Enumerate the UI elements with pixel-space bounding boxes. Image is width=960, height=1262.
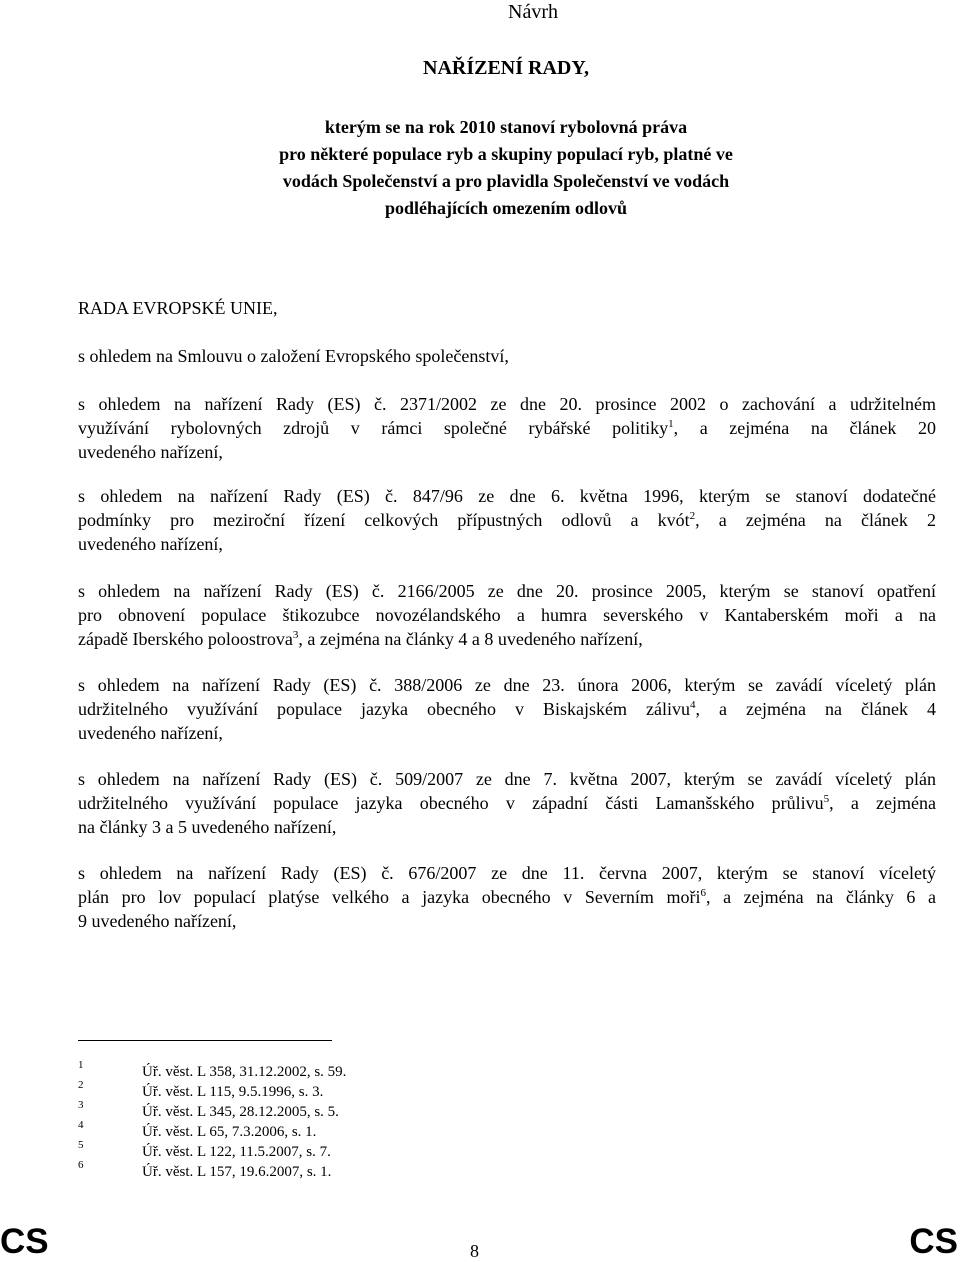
footnote-number: 4 xyxy=(78,1119,84,1131)
recital-line: uvedeného nařízení, xyxy=(78,534,223,554)
footnote-number: 1 xyxy=(78,1059,84,1071)
draft-label: Návrh xyxy=(508,1,558,23)
recital-4 xyxy=(78,673,936,745)
footnote-ref[interactable]: 5 xyxy=(823,793,830,805)
recital-2 xyxy=(78,484,936,556)
subtitle-line: podléhajících omezením odlovů xyxy=(385,198,627,218)
recital-line: podmínky pro meziroční řízení celkových přípustných odlovů a kvót$^2$, a zejména na článek 2 xyxy=(78,510,937,530)
recital-line: s ohledem na nařízení Rady (ES) č. 847/96 ze dne 6. května 1996, kterým se stanoví dodatečné xyxy=(78,486,936,506)
footnote-ref[interactable]: 6 xyxy=(700,887,706,899)
recital-line: uvedeného nařízení, xyxy=(78,442,223,462)
document-title: NAŘÍZENÍ RADY, xyxy=(423,57,589,79)
document-subtitle xyxy=(0,114,960,222)
recital-line: uvedeného nařízení, xyxy=(78,723,223,743)
recital-line: s ohledem na nařízení Rady (ES) č. 2166/2005 ze dne 20. prosince 2005, kterým se stanoví opatření xyxy=(78,581,936,601)
recital-3 xyxy=(78,579,936,651)
footnote-text: Úř. věst. L 122, 11.5.2007, s. 7. xyxy=(142,1144,331,1160)
recital-line: 9 uvedeného nařízení, xyxy=(78,911,237,931)
recital-5 xyxy=(78,767,936,839)
page-number: 8 xyxy=(470,1241,479,1261)
recital-line: pro obnovení populace štikozubce novozélandského a humra severského v Kantaberském moři a na xyxy=(78,605,936,625)
recital-line: využívání rybolovných zdrojů v rámci společné rybářské politiky$^1$, a zejména na článek 20 xyxy=(78,418,937,438)
recital-line: udržitelného využívání populace jazyka obecného v západní části Lamanšského průlivu$^5$, a zejména xyxy=(78,793,937,813)
footnote-number: 2 xyxy=(78,1079,84,1091)
recital-1 xyxy=(78,392,936,464)
subtitle-line: vodách Společenství a pro plavidla Společenství ve vodách xyxy=(282,171,730,191)
footnote-text: Úř. věst. L 65, 7.3.2006, s. 1. xyxy=(142,1124,317,1140)
recital-line: západě Iberského poloostrova$^3$, a zejména na články 4 a 8 uvedeného nařízení, xyxy=(78,629,643,649)
recital-line: s ohledem na nařízení Rady (ES) č. 388/2006 ze dne 23. února 2006, kterým se zavádí víceletý plán xyxy=(78,675,936,695)
footnote-text: Úř. věst. L 115, 9.5.1996, s. 3. xyxy=(142,1084,324,1100)
footnote-number: 5 xyxy=(78,1139,84,1151)
recital-line: plán pro lov populací platýse velkého a jazyka obecného v Severním moři$^6$, a zejména na články 6 a xyxy=(78,887,937,907)
recital-line: s ohledem na nařízení Rady (ES) č. 2371/2002 ze dne 20. prosince 2002 o zachování a udržitelném xyxy=(78,394,936,414)
language-code-right: CS xyxy=(909,1222,958,1261)
subtitle-line: kterým se na rok 2010 stanoví rybolovná práva xyxy=(324,117,688,137)
recital-6 xyxy=(78,861,936,933)
language-code-left: CS xyxy=(0,1222,49,1261)
footnote-text: Úř. věst. L 157, 19.6.2007, s. 1. xyxy=(142,1164,332,1180)
footnote-text: Úř. věst. L 358, 31.12.2002, s. 59. xyxy=(142,1064,347,1080)
footnote-ref[interactable]: 2 xyxy=(689,510,696,522)
footnote-ref[interactable]: 4 xyxy=(689,699,696,711)
footnote-text: Úř. věst. L 345, 28.12.2005, s. 5. xyxy=(142,1104,339,1120)
subtitle-line: pro některé populace ryb a skupiny populací ryb, platné ve xyxy=(279,144,733,164)
footnote-ref[interactable]: 3 xyxy=(292,629,299,641)
footnote-ref[interactable]: 1 xyxy=(668,418,674,430)
footnote-number: 6 xyxy=(78,1159,84,1171)
recital-line: na články 3 a 5 uvedeného nařízení, xyxy=(78,817,337,837)
recital-line: s ohledem na nařízení Rady (ES) č. 676/2007 ze dne 11. června 2007, kterým se stanoví víceletý xyxy=(78,863,936,883)
treaty-citation: s ohledem na Smlouvu o založení Evropského společenství, xyxy=(78,346,509,366)
footnote-number: 3 xyxy=(78,1099,84,1111)
council-heading: RADA EVROPSKÉ UNIE, xyxy=(78,298,278,318)
recital-line: udržitelného využívání populace jazyka obecného v Biskajském zálivu$^4$, a zejména na článek 4 xyxy=(78,699,937,719)
recital-line: s ohledem na nařízení Rady (ES) č. 509/2007 ze dne 7. května 2007, kterým se zavádí víceletý plán xyxy=(78,769,936,789)
footnote-separator xyxy=(78,1040,332,1041)
